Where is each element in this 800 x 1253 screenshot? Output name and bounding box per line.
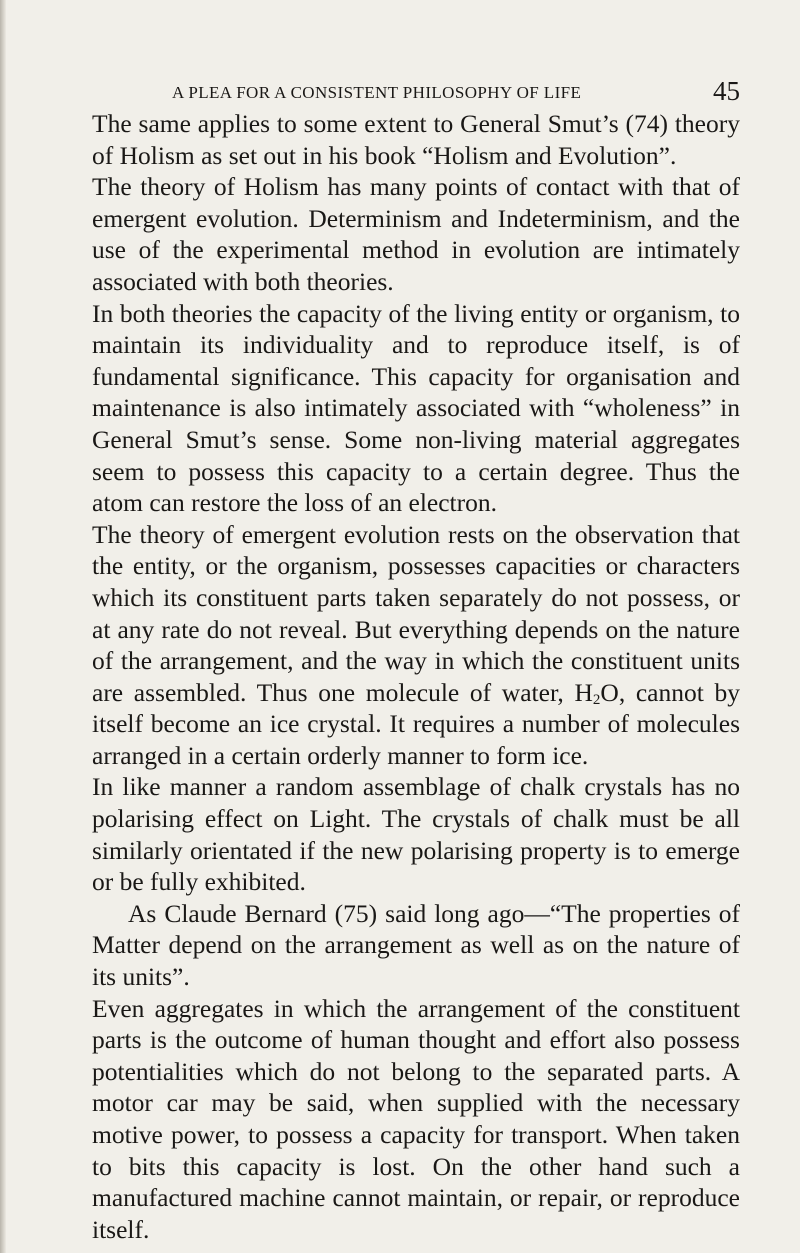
paragraph-claude-bernard: As Claude Bernard (75) said long ago—“The properties of Matter depend on the arrangement as well as on the nature of its units”. <box>92 898 740 992</box>
paragraph-capacity: In both theories the capacity of the living entity or organism, to maintain its individuality and to reproduce itself, is of fundamental significance. This capacity for organisation and maintenance is also intimately associated with “wholeness” in General Smut’s sense. Some non-living material aggregates seem to possess this capacity to a certain degree. Thus the atom can restore the loss of an electron. <box>92 298 740 518</box>
water-formula <box>574 678 618 707</box>
formula-o: O <box>600 677 619 707</box>
paragraph-aggregates: Even aggregates in which the arrangement of the constituent parts is the outcome of human thought and effort also possess potentialities which do not belong to the separated parts. A motor car may be said, when supplied with the necessary motive power, to possess a capacity for transport. When taken to bits this capacity is lost. On the other hand such a manufactured machine cannot maintain, or repair, or reproduce itself. <box>92 993 740 1244</box>
page-gutter-shadow <box>0 0 6 1253</box>
formula-h: H <box>574 677 593 707</box>
formula-subscript: 2 <box>592 691 601 708</box>
paragraph-holism-contact: The theory of Holism has many points of contact with that of emergent evolution. Determinism and Indeterminism, and the use of the experimental method in evolution are intimately associated with both theories. <box>92 172 740 296</box>
body-text <box>92 108 740 1245</box>
paragraph-emergent-evolution-before: The theory of emergent evolution rests on the observation that the entity, or the organism, possesses capacities or characters which its constituent parts taken separately do not possess, or at any rate do not reveal. But everything depends on the nature of the arrangement, and the way in which the constituent units are assembled. Thus one molecule of water, <box>92 519 740 707</box>
paragraph-chalk-crystals: In like manner a random assemblage of chalk crystals has no polarising effect on Light. The crystals of chalk must be all similarly orientated if the new polarising property is to emerge or be fully exhibited. <box>92 772 740 897</box>
paragraph-emergent-evolution-after: , cannot by itself become an ice crystal. It requires a number of molecules arranged in a certain orderly manner to form ice. <box>92 677 740 770</box>
running-title: A PLEA FOR A CONSISTENT PHILOSOPHY OF LIFE <box>172 83 582 102</box>
page-number: 45 <box>713 76 740 106</box>
paragraph-emergent-evolution <box>92 519 740 772</box>
page-header <box>172 76 740 106</box>
paragraph-holism-intro: The same applies to some extent to General Smut’s (74) theory of Holism as set out in his book “Holism and Evolution”. <box>92 109 740 170</box>
